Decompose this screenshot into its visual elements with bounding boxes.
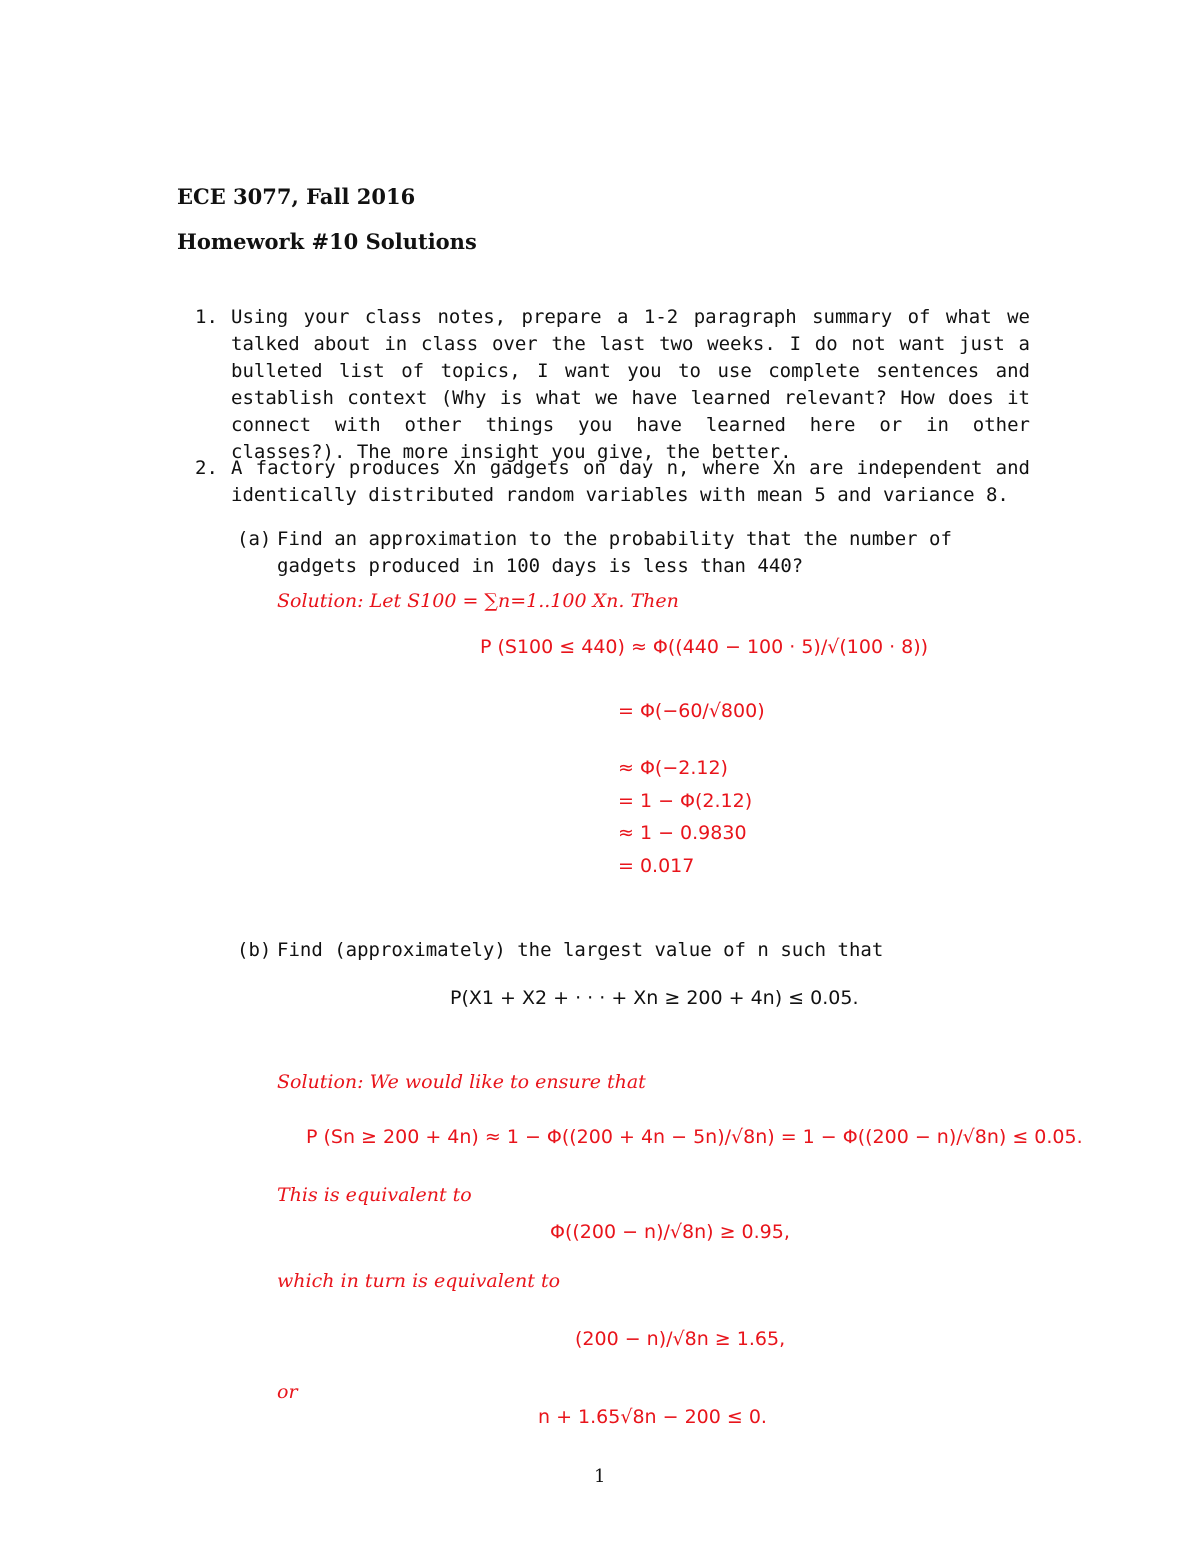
part-b-solution-intro: Solution: We would like to ensure that <box>277 1071 646 1093</box>
course-title: ECE 3077, Fall 2016 <box>177 184 416 209</box>
part-a-step-1: P (S100 ≤ 440) ≈ Φ((440 − 100 · 5)/√(100 · 8)) <box>480 636 929 658</box>
part-b-equation-3: (200 − n)/√8n ≥ 1.65, <box>575 1328 786 1350</box>
part-a-step-5: ≈ 1 − 0.9830 <box>618 822 747 844</box>
question-1 <box>195 304 1030 466</box>
part-a-label: (a) <box>237 528 272 550</box>
question-1-text: Using your class notes, prepare a 1-2 paragraph summary of what we talked about in class over the last two weeks. I do not want just a bulleted list of topics, I want you to use complete sentences and establish context (Why is what we have learned relevant? How does it connect with other things you have learned here or in other classes?). The more insight you give, the better. <box>231 306 1030 463</box>
part-b-equation-4: n + 1.65√8n − 200 ≤ 0. <box>538 1406 767 1428</box>
part-b-equation-1: P (Sn ≥ 200 + 4n) ≈ 1 − Φ((200 + 4n − 5n)/√8n) = 1 − Φ((200 − n)/√8n) ≤ 0.05. <box>306 1126 1083 1148</box>
part-b-text: Find (approximately) the largest value of n such that <box>277 939 884 961</box>
part-b-label: (b) <box>237 939 272 961</box>
part-b-or: or <box>277 1381 298 1403</box>
assignment-title: Homework #10 Solutions <box>177 229 477 254</box>
part-b-equivalent-2: which in turn is equivalent to <box>277 1270 561 1292</box>
part-a-text: Find an approximation to the probability that the number of gadgets produced in 100 days is less than 440? <box>277 528 952 577</box>
part-a-step-6: = 0.017 <box>618 855 695 877</box>
part-b-equation-2: Φ((200 − n)/√8n) ≥ 0.95, <box>550 1221 790 1243</box>
part-a-step-2: = Φ(−60/√800) <box>618 700 765 722</box>
page-number: 1 <box>594 1466 606 1487</box>
question-2-number: 2. <box>195 457 218 479</box>
part-b <box>237 937 1027 964</box>
question-1-number: 1. <box>195 306 218 328</box>
question-2-intro: A factory produces Xn gadgets on day n, where Xn are independent and identically distributed random variables with mean 5 and variance 8. <box>231 457 1030 506</box>
part-a-solution-intro: Solution: Let S100 = ∑n=1..100 Xn. Then <box>277 590 679 612</box>
part-a-step-3: ≈ Φ(−2.12) <box>618 757 728 779</box>
question-2 <box>195 455 1030 509</box>
part-a <box>237 526 1027 580</box>
part-b-condition: P(X1 + X2 + · · · + Xn ≥ 200 + 4n) ≤ 0.05. <box>450 987 859 1009</box>
part-b-equivalent-1: This is equivalent to <box>277 1184 472 1206</box>
part-a-step-4: = 1 − Φ(2.12) <box>618 790 753 812</box>
